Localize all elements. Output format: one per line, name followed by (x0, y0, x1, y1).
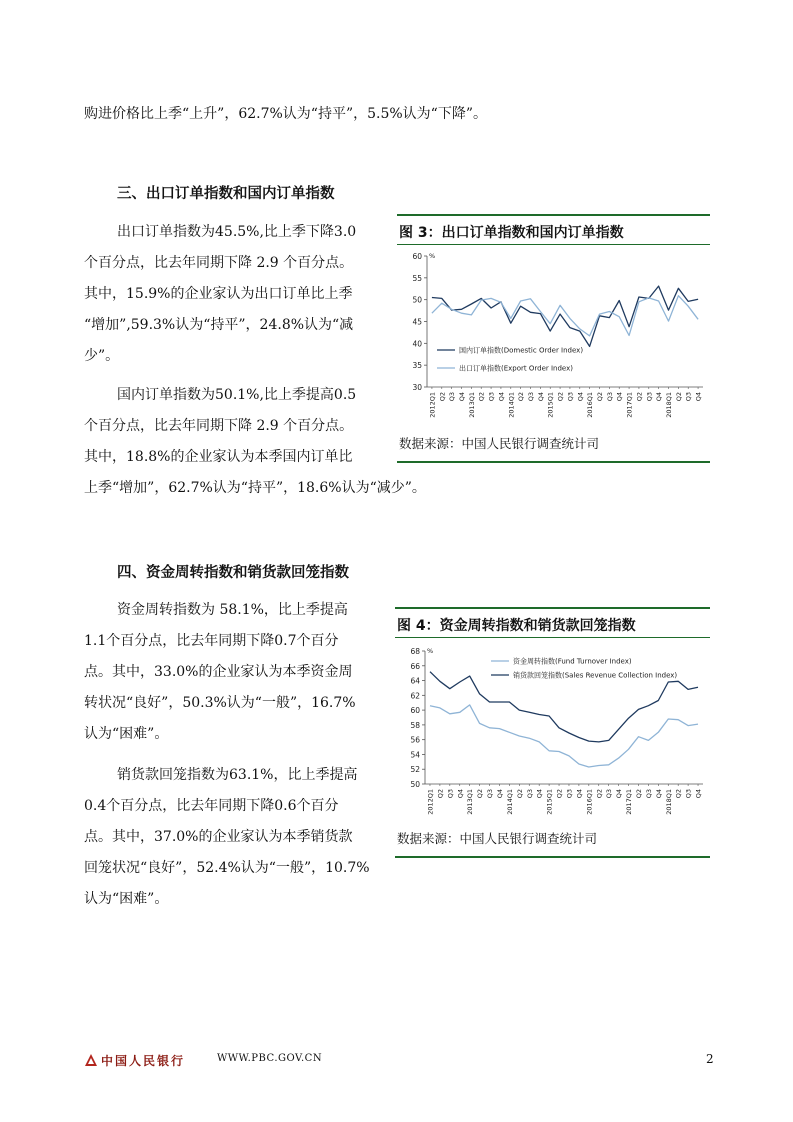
series-line-0 (432, 286, 698, 346)
intro-line: 购进价格比上季“上升”，62.7%认为“持平”，5.5%认为“下降”。 (84, 106, 487, 122)
y-tick-label: 64 (410, 676, 420, 686)
y-tick-label: 52 (410, 765, 420, 775)
y-tick-label: 60 (412, 252, 422, 261)
x-tick-label: Q3 (527, 392, 535, 402)
paragraph-line: 点。其中，37.0%的企业家认为本季销货款 (84, 829, 353, 845)
x-tick-label: Q4 (536, 392, 545, 402)
x-tick-label: Q3 (684, 392, 693, 402)
x-tick-label: Q3 (525, 789, 534, 799)
figure3-source: 数据来源：中国人民银行调查统计司 (399, 436, 600, 451)
x-tick-label: Q2 (477, 392, 486, 402)
x-tick-label: Q4 (655, 392, 664, 402)
legend-label: 资金周转指数(Fund Turnover Index) (513, 657, 632, 666)
x-tick-label: Q2 (635, 392, 644, 402)
paragraph-line: 1.1个百分点，比去年同期下降0.7个百分 (84, 633, 339, 649)
x-tick-label: Q3 (684, 789, 693, 799)
paragraph-line: 出口订单指数为45.5%,比上季下降3.0 (117, 224, 357, 240)
y-tick-label: 55 (412, 273, 422, 283)
y-tick-label: 35 (412, 361, 422, 371)
paragraph-line: 认为“困难”。 (84, 891, 169, 907)
paragraph-line: 转状况“良好”，50.3%认为“一般”，16.7% (84, 695, 356, 711)
figure3-title-rule (397, 244, 710, 245)
paragraph-line: 国内订单指数为50.1%,比上季提高0.5 (117, 387, 357, 403)
x-tick-label: 2017Q1 (625, 789, 634, 815)
paragraph-line: 其中，15.9%的企业家认为出口订单比上季 (84, 286, 353, 302)
paragraph-line: 0.4个百分点，比去年同期下降0.6个百分 (84, 798, 339, 814)
y-tick-label: 45 (412, 317, 422, 327)
x-tick-label: Q3 (566, 392, 575, 402)
figure3-title: 图 3：出口订单指数和国内订单指数 (399, 225, 624, 241)
y-tick-label: 50 (410, 780, 420, 789)
figure4-chart (395, 639, 710, 824)
figure4-title: 图 4：资金周转指数和销货款回笼指数 (397, 618, 636, 634)
x-tick-label: 2012Q1 (426, 789, 435, 815)
section4-heading: 四、资金周转指数和销货款回笼指数 (117, 565, 349, 581)
x-tick-label: Q3 (565, 789, 574, 799)
x-tick-label: 2013Q1 (466, 789, 475, 815)
legend-label: 销货款回笼指数(Sales Revenue Collection Index) (513, 671, 678, 680)
y-tick-label: 54 (410, 750, 420, 760)
x-tick-label: Q4 (456, 789, 465, 799)
x-tick-label: Q2 (674, 392, 683, 402)
x-tick-label: Q3 (605, 789, 614, 799)
figure3-chart (397, 246, 710, 431)
x-tick-label: 2014Q1 (505, 789, 514, 815)
y-tick-label: 68 (410, 647, 420, 656)
x-tick-label: 2018Q1 (665, 392, 673, 418)
x-tick-label: Q2 (438, 392, 447, 402)
y-tick-label: 60 (410, 706, 420, 716)
paragraph-line: 点。其中，33.0%的企业家认为本季资金周 (84, 664, 353, 680)
x-tick-label: Q2 (556, 392, 565, 402)
x-tick-label: Q2 (476, 789, 485, 799)
paragraph-line: 少”。 (84, 348, 120, 364)
x-tick-label: 2013Q1 (467, 392, 476, 418)
y-tick-label: 58 (410, 720, 420, 730)
x-tick-label: Q3 (486, 789, 495, 799)
y-tick-label: 62 (410, 691, 420, 701)
section3-heading: 三、出口订单指数和国内订单指数 (117, 186, 335, 202)
x-tick-label: Q2 (674, 789, 683, 799)
footer-logo (84, 1052, 185, 1069)
unit-label: % (429, 252, 436, 260)
x-tick-label: 2012Q1 (428, 392, 437, 418)
x-tick-label: Q4 (497, 392, 506, 402)
footer-logo-text: 中国人民银行 (101, 1054, 186, 1068)
pbc-emblem-icon (84, 1053, 98, 1067)
paragraph-line: 其中，18.8%的企业家认为本季国内订单比 (84, 449, 353, 465)
x-tick-label: Q2 (634, 789, 643, 799)
x-tick-label: Q3 (446, 789, 455, 799)
x-tick-label: Q2 (517, 392, 526, 402)
x-tick-label: Q4 (575, 789, 584, 799)
x-tick-label: Q4 (576, 392, 585, 402)
paragraph-line: 上季“增加”，62.7%认为“持平”，18.6%认为“减少”。 (84, 480, 426, 496)
series-line-1 (432, 296, 698, 336)
x-tick-label: Q4 (458, 392, 466, 402)
x-tick-label: 2018Q1 (664, 789, 673, 815)
figure4-title-rule (395, 637, 710, 638)
figure3 (397, 214, 710, 463)
x-tick-label: Q4 (535, 789, 544, 799)
legend-label: 出口订单指数(Export Order Index) (459, 364, 573, 373)
footer-url[interactable]: WWW.PBC.GOV.CN (217, 1053, 323, 1064)
x-tick-label: 2017Q1 (625, 392, 634, 418)
x-tick-label: Q4 (654, 789, 663, 799)
x-tick-label: Q3 (487, 392, 496, 402)
paragraph-line: 销货款回笼指数为63.1%，比上季提高 (117, 767, 358, 783)
figure4-source: 数据来源：中国人民银行调查统计司 (397, 831, 598, 846)
paragraph-line: 认为“困难”。 (84, 726, 169, 742)
x-tick-label: Q3 (605, 392, 614, 402)
y-tick-label: 50 (412, 295, 422, 305)
x-tick-label: 2015Q1 (545, 789, 554, 815)
legend-label: 国内订单指数(Domestic Order Index) (459, 346, 584, 355)
x-tick-label: Q2 (436, 789, 445, 799)
series-line-0 (430, 705, 698, 767)
y-tick-label: 30 (412, 383, 422, 392)
figure4 (395, 607, 710, 858)
page-number: 2 (706, 1052, 714, 1066)
x-tick-label: Q4 (615, 392, 624, 402)
x-tick-label: 2016Q1 (585, 789, 594, 815)
y-tick-label: 40 (412, 339, 422, 349)
paragraph-line: 回笼状况“良好”，52.4%认为“一般”，10.7% (84, 860, 370, 876)
x-tick-label: Q3 (448, 392, 457, 402)
x-tick-label: Q2 (595, 789, 604, 799)
x-tick-label: Q4 (694, 789, 703, 799)
x-tick-label: Q2 (555, 789, 564, 799)
x-tick-label: Q4 (495, 789, 504, 799)
unit-label: % (427, 647, 434, 655)
x-tick-label: Q2 (596, 392, 604, 402)
y-tick-label: 66 (410, 661, 420, 671)
x-tick-label: 2016Q1 (586, 392, 595, 418)
y-tick-label: 56 (410, 735, 420, 745)
x-tick-label: Q3 (644, 789, 653, 799)
paragraph-line: 个百分点，比去年同期下降 2.9 个百分点。 (84, 255, 354, 271)
x-tick-label: Q4 (694, 392, 703, 402)
paragraph-line: 资金周转指数为 58.1%，比上季提高 (117, 602, 348, 618)
x-tick-label: Q2 (515, 789, 524, 799)
x-tick-label: 2015Q1 (546, 392, 555, 418)
paragraph-line: “增加”,59.3%认为“持平”，24.8%认为“减 (84, 317, 354, 333)
paragraph-line: 个百分点，比去年同期下降 2.9 个百分点。 (84, 418, 354, 434)
x-tick-label: 2014Q1 (507, 392, 516, 418)
x-tick-label: Q3 (645, 392, 654, 402)
x-tick-label: Q4 (615, 789, 624, 799)
